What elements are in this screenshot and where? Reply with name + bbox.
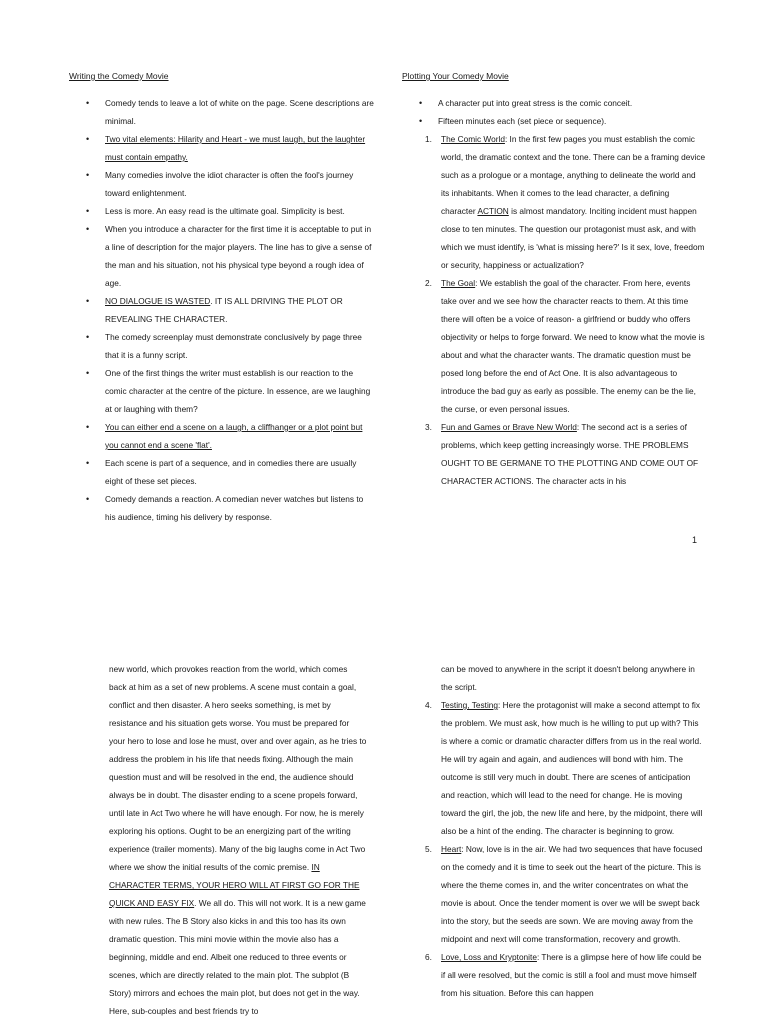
item-body: : The second act is a series of problems, which keep getting increasingly worse. THE PROBLEMS OUGHT TO BE GERMANE TO THE PLOTTING AND COME OUT OF CHARACTER ACTIONS. The character acts in his [441, 422, 699, 486]
page-number: 1 [692, 535, 698, 545]
item-title: Love, Loss and Kryptonite [441, 952, 537, 962]
bullet-list [69, 94, 375, 526]
right-column [402, 660, 706, 1002]
underlined-text: You can either end a scene on a laugh, a cliffhanger or a plot point but you cannot end a scene 'flat'. [105, 422, 363, 450]
item-number: 2. [425, 278, 432, 288]
bullet-item [69, 220, 375, 292]
numbered-item [402, 840, 706, 948]
bullet-text: Less is more. An easy read is the ultimate goal. Simplicity is best. [105, 206, 345, 216]
paragraph: can be moved to anywhere in the script it doesn't belong anywhere in the script. [441, 664, 695, 692]
bullet-text: . IT IS ALL DRIVING THE PLOT OR REVEALING THE CHARACTER. [105, 296, 343, 324]
bullet-item [69, 202, 375, 220]
page-2 [0, 646, 768, 1024]
bullet-text: The comedy screenplay must demonstrate conclusively by page three that it is a funny script. [105, 332, 362, 360]
left-column [109, 660, 367, 1020]
bullet-item [69, 130, 375, 166]
bullet-item [69, 418, 375, 454]
underlined-text: Two vital elements: Hilarity and Heart - we must laugh, but the laughter must contain empathy. [105, 134, 366, 162]
item-number: 1. [425, 134, 432, 144]
item-title: The Goal [441, 278, 476, 288]
item-body: : We establish the goal of the character. From here, events take over and we see how the character reacts to them. At this time there will often be a voice of reason- a girlfriend or buddy who offers objectivity or helps to forge forward. We need to know what the movie is about and what the character wants. The dramatic question must be posed long before the end of Act One. It is also advantageous to introduce the bad guy as early as possible. The enemy can be the lie, the curse, or even personal issues. [441, 278, 705, 414]
item-body: : There is a glimpse here of how life could be if all were resolved, but the comic is still a fool and must move himself from his situation. Before this can happen [441, 952, 702, 998]
bullet-text: One of the first things the writer must establish is our reaction to the comic character at the centre of the picture. In essence, are we laughing at or laughing with them? [105, 368, 371, 414]
bullet-item [69, 364, 375, 418]
bullet-item: • Fifteen minutes each (set piece or sequence). [402, 112, 706, 130]
item-number: 3. [425, 422, 432, 432]
bullet-list [402, 94, 706, 130]
item-number: 5. [425, 844, 432, 854]
left-column [69, 70, 375, 526]
numbered-item [402, 418, 706, 490]
numbered-item [402, 948, 706, 1002]
section-heading: Writing the Comedy Movie [69, 71, 169, 81]
underlined-text: ACTION [477, 206, 509, 216]
item-title: The Comic World [441, 134, 505, 144]
bullet-item [69, 94, 375, 130]
item-body: : Here the protagonist will make a second attempt to fix the problem. We must ask, how much is he willing to put up with? This is where a comic or dramatic character differs from us in the real world. He will try again and again, and audiences will bond with him. The outcome is still very much in doubt. There are scenes of anticipation and reaction, which will lead to the need for change. He is moving toward the girl, the job, the new life and here, by the midpoint, there will also be a hint of the ending. The character is beginning to grow. [441, 700, 703, 836]
bullet-text: Comedy tends to leave a lot of white on the page. Scene descriptions are minimal. [105, 98, 374, 126]
bullet-text: When you introduce a character for the first time it is acceptable to put in a line of description for the major players. The line has to give a sense of the man and his situation, not his physical type beyond a rough idea of age. [105, 224, 372, 288]
underlined-text: IN CHARACTER TERMS, YOUR HERO WILL AT FIRST GO FOR THE QUICK AND EASY FIX [109, 862, 360, 908]
underlined-text: NO DIALOGUE IS WASTED [105, 296, 211, 306]
bullet-text: Many comedies involve the idiot character is often the fool's journey toward enlightenment. [105, 170, 354, 198]
item-body: is almost mandatory. Inciting incident must happen close to ten minutes. The question our protagonist must ask, and with which we must identify, is 'what is missing here?' Is it sex, love, freedom or security, happiness or actualization? [441, 206, 705, 270]
bullet-item [69, 292, 375, 328]
bullet-item [69, 328, 375, 364]
numbered-list [402, 696, 706, 1002]
item-title: Heart [441, 844, 462, 854]
item-body: : In the first few pages you must establish the comic world, the dramatic context and the tone. There can be a framing device such as a prologue or a montage, anything to delineate the world and its inhabitants. When it comes to the lead character, a defining character [441, 134, 706, 216]
bullet-item: • A character put into great stress is the comic conceit. [402, 94, 706, 112]
numbered-item [402, 274, 706, 418]
item-title: Testing, Testing [441, 700, 499, 710]
numbered-list [402, 130, 706, 490]
bullet-text: Comedy demands a reaction. A comedian never watches but listens to his audience, timing his delivery by response. [105, 494, 364, 522]
section-heading: Plotting Your Comedy Movie [402, 71, 509, 81]
bullet-item [69, 454, 375, 490]
numbered-item [402, 696, 706, 840]
bullet-item [69, 166, 375, 202]
item-number: 4. [425, 700, 432, 710]
item-number: 6. [425, 952, 432, 962]
bullet-text: Each scene is part of a sequence, and in comedies there are usually eight of these set pieces. [105, 458, 357, 486]
numbered-item [402, 130, 706, 274]
bullet-item [69, 490, 375, 526]
paragraph-text: new world, which provokes reaction from the world, which comes back at him as a set of new problems. A scene must contain a goal, conflict and then disaster. A hero seeks something, is met by resistance and his situation gets worse. You must be prepared for your hero to lose and lose he must, over and over again, as he tries to address the problem in his life that needs fixing. Although the main question must and will be resolved in the end, the audience should always be in doubt. The disaster ending to a scene propels forward, until late in Act Two where he will have enough. For now, he is merely exploring his options. Ought to be an energizing part of the writing experience (trailer moments). Many of the big laughs come in Act Two where we show the initial results of the comic premise. [109, 664, 367, 872]
right-column [402, 70, 706, 490]
paragraph-text: . We all do. This will not work. It is a new game with new rules. The B Story also kicks in and this too has its own dramatic question. This mini movie within the movie also has a beginning, middle and end. Albeit one reduced to three events or scenes, which are directly related to the main plot. The subplot (B Story) mirrors and echoes the main plot, but does not get in the way. Here, sub-couples and best friends try to [109, 898, 366, 1016]
item-body: : Now, love is in the air. We had two sequences that have focused on the comedy and it is time to seek out the heart of the picture. This is where the theme comes in, and the writer concentrates on what the movie is about. Once the tender moment is over we will be swept back into the story, but the seeds are sown. We are moving away from the midpoint and next will come transformation, recovery and growth. [441, 844, 703, 944]
item-title: Fun and Games or Brave New World [441, 422, 577, 432]
paragraph [109, 660, 367, 1020]
